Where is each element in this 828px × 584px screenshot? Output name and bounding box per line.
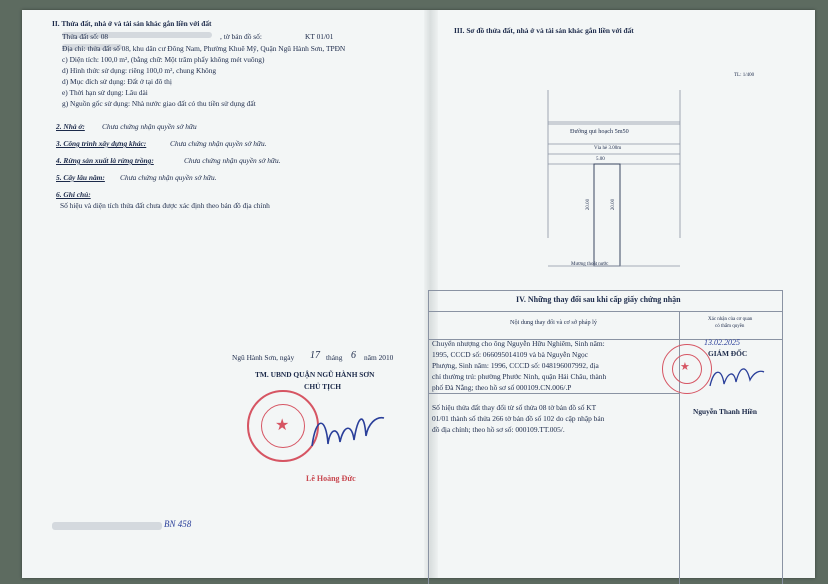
change-1-line-2: 1995, CCCD số: 066095014109 và bà Nguyễn Ngọc bbox=[432, 350, 589, 359]
sign-month-label: tháng bbox=[326, 353, 343, 362]
other-works-value: Chưa chứng nhận quyền sở hữu. bbox=[170, 139, 267, 148]
land-parcel-number: Thửa đất số: 08 bbox=[62, 32, 109, 41]
seal-star-icon: ★ bbox=[275, 417, 290, 434]
change-2-line-2: 01/01 thành số thửa 266 tờ bản đồ số 102 do cập nhập bản bbox=[432, 414, 605, 423]
area-line: c) Diện tích: 100,0 m², (bằng chữ: Một trăm phẩy không mét vuông) bbox=[62, 55, 265, 64]
change-2-line-3: đồ địa chính; theo hồ sơ số: 000109.TT.005/. bbox=[432, 425, 565, 434]
parcel-diagram bbox=[542, 88, 687, 278]
sign-year: năm 2010 bbox=[364, 353, 394, 362]
drain-label: Mương thoát nước bbox=[571, 262, 609, 267]
change-1-line-1: Chuyển nhượng cho ông Nguyễn Hữu Nghiêm, Sinh năm: bbox=[432, 339, 605, 348]
sign-day: 17 bbox=[310, 350, 320, 361]
change-1-line-5: phố Đà Nẵng; theo hồ sơ số 000109.CN.006/.P bbox=[432, 383, 572, 392]
map-sheet-value: KT 01/01 bbox=[305, 32, 334, 41]
sign-place: Ngũ Hành Sơn, ngày bbox=[232, 353, 295, 362]
address-line: Địa chỉ: thửa đất số 08, khu dân cư Đông Nam, Phường Khuê Mỹ, Quận Ngũ Hành Sơn, TPĐN bbox=[62, 44, 346, 53]
confirm-signer: Nguyễn Thanh Hiền bbox=[693, 407, 757, 416]
certificate-sheet bbox=[22, 10, 815, 578]
confirm-seal-star-icon: ★ bbox=[680, 361, 690, 373]
change-1-line-3: Phượng, Sinh năm: 1996, CCCD số: 048196007992, địa bbox=[432, 361, 599, 370]
change-2-line-1: Số hiệu thửa đất thay đổi từ số thửa 08 tờ bản đồ số KT bbox=[432, 403, 597, 412]
house-value: Chưa chứng nhận quyền sở hữu bbox=[102, 122, 197, 131]
section-iv-title: IV. Những thay đổi sau khi cấp giấy chứng nhận bbox=[516, 295, 681, 304]
col-content-header: Nội dung thay đổi và cơ sở pháp lý bbox=[510, 319, 597, 326]
forest-label: 4. Rừng sản xuất là rừng trồng: bbox=[56, 156, 154, 165]
org-name: TM. UBND QUẬN NGŨ HÀNH SƠN bbox=[255, 370, 375, 379]
use-origin-line: g) Nguồn gốc sử dụng: Nhà nước giao đất có thu tiền sử dụng đất bbox=[62, 99, 256, 108]
section-ii-title: II. Thửa đất, nhà ở và tài sản khác gắn liền với đất bbox=[52, 19, 212, 28]
perennial-value: Chưa chứng nhận quyền sở hữu. bbox=[120, 173, 217, 182]
col-confirm-header-2: có thẩm quyền bbox=[715, 324, 745, 329]
house-label: 2. Nhà ở: bbox=[56, 122, 85, 131]
sign-month: 6 bbox=[351, 350, 356, 361]
perennial-label: 5. Cây lâu năm: bbox=[56, 173, 105, 182]
other-works-label: 3. Công trình xây dựng khác: bbox=[56, 139, 147, 148]
use-form-line: d) Hình thức sử dụng: riêng 100,0 m², chung Không bbox=[62, 66, 217, 75]
notes-value: Số hiệu và diện tích thửa đất chưa được xác định theo bản đồ địa chính bbox=[60, 201, 270, 210]
changes-table bbox=[428, 290, 783, 584]
map-scale: TL: 1/400 bbox=[734, 73, 755, 78]
confirm-date: 13.02.2025 bbox=[704, 338, 740, 347]
section-iii-title: III. Sơ đồ thửa đất, nhà ở và tài sản khác gắn liền với đất bbox=[454, 26, 634, 35]
map-sheet-label: , tờ bản đồ số: bbox=[220, 32, 262, 41]
sidewalk-label: Vỉa hè 3.00m bbox=[594, 146, 622, 151]
chairman-signature bbox=[304, 406, 390, 456]
confirm-seal bbox=[662, 344, 712, 394]
road-label: Đường qui hoạch 5m50 bbox=[570, 128, 629, 135]
confirm-title: GIÁM ĐỐC bbox=[708, 349, 748, 358]
chairman-name: Lê Hoàng Đức bbox=[306, 474, 356, 483]
org-title: CHỦ TỊCH bbox=[304, 382, 342, 391]
serial-number: BN 458 bbox=[164, 519, 192, 529]
dim-top: 5.00 bbox=[596, 157, 605, 162]
notes-label: 6. Ghi chú: bbox=[56, 190, 91, 199]
director-signature bbox=[706, 362, 766, 392]
use-term-line: e) Thời hạn sử dụng: Lâu dài bbox=[62, 88, 148, 97]
dim-right: 20.00 bbox=[611, 198, 617, 211]
dim-left: 20.00 bbox=[586, 198, 592, 211]
col-confirm-header-1: Xác nhận của cơ quan bbox=[708, 317, 753, 322]
use-purpose-line: d) Mục đích sử dụng: Đất ở tại đô thị bbox=[62, 77, 172, 86]
change-1-line-4: chỉ thường trú: phường Phước Ninh, quận Hải Châu, thành bbox=[432, 372, 607, 381]
serial-smudge bbox=[52, 522, 162, 530]
forest-value: Chưa chứng nhận quyền sở hữu. bbox=[184, 156, 281, 165]
